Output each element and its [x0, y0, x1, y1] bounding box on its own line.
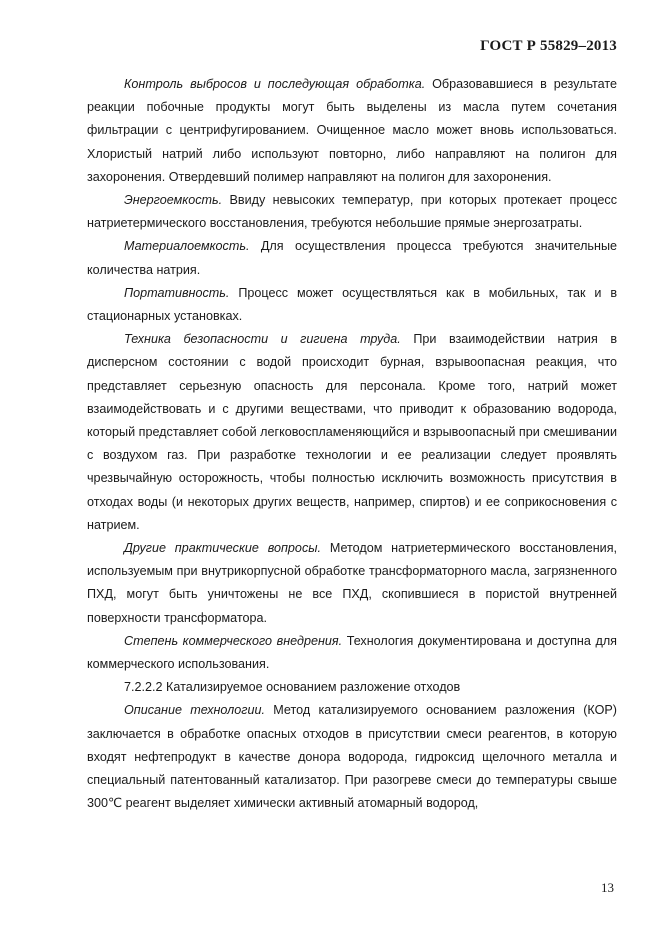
paragraph-commercial: [87, 630, 617, 676]
paragraph-text: Метод катализируемого основанием разложения (КОР) заключается в обработке опасных отходов в присутствии смеси реагентов, в которую входят нефтепродукт в качестве донора водорода, гидроксид щелочного металла и специальный патентованный катализатор. При разогреве смеси до температуры свыше 300℃ реагент выделяет химически активный атомарный водород,: [87, 703, 618, 811]
paragraph-text: Образовавшиеся в результате реакции побочные продукты могут быть выделены из масла путем сочетания фильтрации с центрифугированием. Очищенное масло может вновь использоваться. Хлористый натрий либо используют повторно, либо направляют на полигон для захоронения. Отвердевший полимер направляют на полигон для захоронения.: [87, 77, 618, 184]
document-standard-header: ГОСТ Р 55829–2013: [480, 38, 617, 54]
paragraph-energy: [87, 189, 617, 235]
paragraph-text: Ввиду невысоких температур, при которых протекает процесс натриетермического восстановления, требуются небольшие прямые энергозатраты.: [87, 193, 617, 231]
paragraph-title: Описание технологии.: [124, 703, 265, 718]
paragraph-title: Другие практические вопросы.: [124, 541, 322, 556]
page-number: 13: [601, 880, 614, 895]
paragraph-emissions-control: [87, 73, 617, 189]
paragraph-text: Процесс может осуществляться как в мобильных, так и в стационарных установках.: [87, 285, 618, 324]
paragraph-technology-description: [87, 699, 617, 815]
paragraph-title: Техника безопасности и гигиена труда.: [124, 332, 401, 347]
paragraph-title: Энергоемкость.: [124, 193, 223, 208]
paragraph-safety: [87, 328, 617, 537]
paragraph-materials: [87, 235, 617, 281]
document-body: [87, 73, 617, 816]
paragraph-text: Технология документирована и доступна для коммерческого использования.: [87, 633, 617, 672]
section-heading: [87, 676, 617, 699]
paragraph-text: Методом натриетермического восстановления, используемым при внутрикорпусной обработке трансформаторного масла, загрязненного ПХД, могут быть уничтожены не все ПХД, скопившиеся в пористой внутренней поверхности трансформатора.: [87, 541, 618, 625]
paragraph-text: Для осуществления процесса требуются значительные количества натрия.: [87, 239, 618, 277]
section-heading-text: 7.2.2.2 Катализируемое основанием разложение отходов: [124, 680, 461, 695]
paragraph-title: Портативность.: [124, 285, 230, 300]
paragraph-title: Материалоемкость.: [124, 239, 250, 254]
paragraph-other-issues: [87, 537, 617, 630]
paragraph-title: Контроль выбросов и последующая обработка.: [124, 77, 426, 91]
paragraph-portability: [87, 282, 617, 328]
paragraph-text: При взаимодействии натрия в дисперсном состоянии с водой происходит бурная, взрывоопасная реакция, что представляет серьезную опасность для персонала. Кроме того, натрий может взаимодействовать и с другими веществами, что приводит к образованию водорода, который представляет собой легковоспламеняющийся и взрывоопасный при смешивании с воздухом газ. При разработке технологии и ее реализации следует проявлять чрезвычайную осторожность, чтобы полностью исключить возможность присутствия в отходах воды (и некоторых других веществ, например, спиртов) и ее соприкосновения с натрием.: [87, 332, 618, 532]
paragraph-title: Степень коммерческого внедрения.: [124, 633, 343, 648]
